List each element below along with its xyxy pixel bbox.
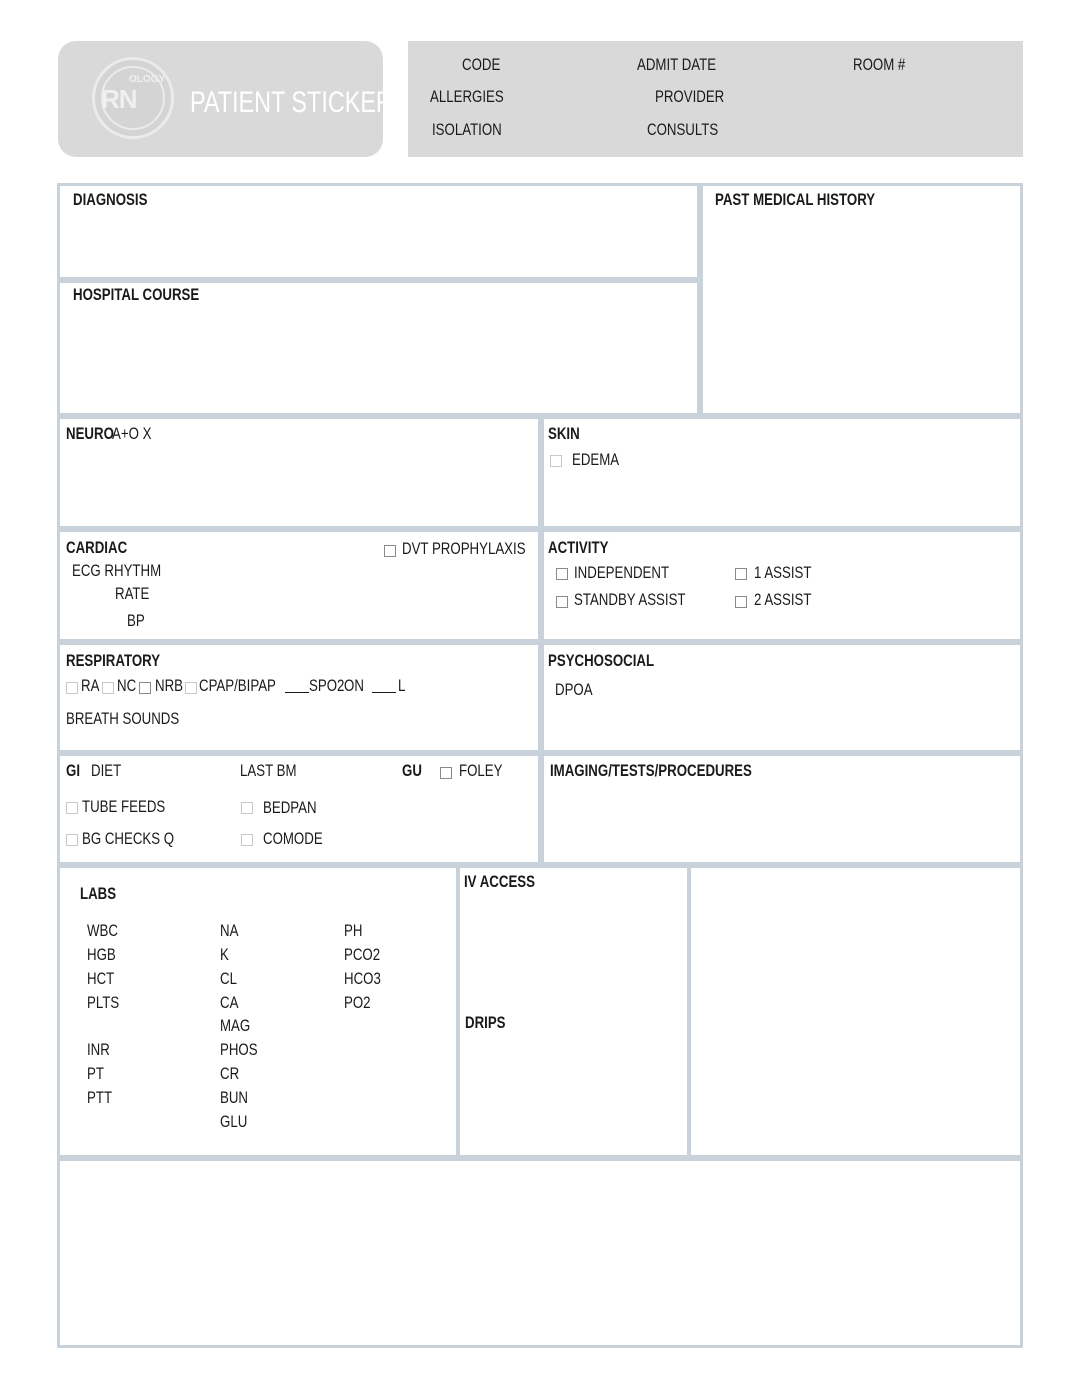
imaging-label: IMAGING/TESTS/PROCEDURES: [550, 761, 752, 780]
tube-feeds-label: TUBE FEEDS: [82, 797, 166, 816]
independent-checkbox[interactable]: [556, 568, 568, 580]
dvt-prophylaxis-label: DVT PROPHYLAXIS: [402, 539, 526, 558]
nrb-label: NRB: [155, 676, 184, 695]
bp-label: BP: [127, 611, 145, 630]
ra-checkbox[interactable]: [66, 682, 78, 694]
cardiac-label: CARDIAC: [66, 538, 128, 557]
edema-label: EDEMA: [572, 450, 620, 469]
lab-ptt: PTT: [87, 1088, 113, 1107]
lab-ca: CA: [220, 993, 239, 1012]
consults-label: CONSULTS: [647, 120, 719, 139]
standby-assist-label: STANDBY ASSIST: [574, 590, 686, 609]
bottom-notes-box[interactable]: [57, 1158, 1023, 1348]
comode-checkbox[interactable]: [241, 834, 253, 846]
skin-box[interactable]: [541, 416, 1023, 529]
lab-ph: PH: [344, 921, 363, 940]
gi-label: GI: [66, 761, 81, 780]
on-label: ON: [344, 676, 364, 695]
gu-label: GU: [402, 761, 422, 780]
activity-label: ACTIVITY: [548, 538, 609, 557]
independent-label: INDEPENDENT: [574, 563, 670, 582]
lab-na: NA: [220, 921, 239, 940]
bedpan-checkbox[interactable]: [241, 802, 253, 814]
bg-checks-checkbox[interactable]: [66, 834, 78, 846]
two-assist-checkbox[interactable]: [735, 596, 747, 608]
past-medical-history-label: PAST MEDICAL HISTORY: [715, 190, 876, 209]
nc-checkbox[interactable]: [102, 682, 114, 694]
lab-mag: MAG: [220, 1016, 251, 1035]
spo2-blank[interactable]: [285, 692, 309, 693]
lab-k: K: [220, 945, 229, 964]
lab-hco3: HCO3: [344, 969, 381, 988]
iv-drips-box[interactable]: [457, 865, 690, 1158]
one-assist-label: 1 ASSIST: [754, 563, 812, 582]
spo2-label: SPO2: [309, 676, 345, 695]
aox-label: A+O X: [112, 424, 152, 443]
activity-box[interactable]: [541, 529, 1023, 642]
lab-hgb: HGB: [87, 945, 116, 964]
respiratory-label: RESPIRATORY: [66, 651, 161, 670]
breath-sounds-label: BREATH SOUNDS: [66, 709, 180, 728]
admit-date-label: ADMIT DATE: [637, 55, 717, 74]
lab-cr: CR: [220, 1064, 240, 1083]
cpap-bipap-label: CPAP/BIPAP: [199, 676, 276, 695]
comode-label: COMODE: [263, 829, 323, 848]
lab-pco2: PCO2: [344, 945, 381, 964]
rnology-logo: [92, 57, 174, 139]
provider-label: PROVIDER: [655, 87, 725, 106]
logo-rn-text: RN: [101, 84, 137, 114]
hospital-course-label: HOSPITAL COURSE: [73, 285, 200, 304]
lab-bun: BUN: [220, 1088, 249, 1107]
iv-access-label: IV ACCESS: [464, 872, 535, 891]
diagnosis-box[interactable]: [57, 183, 700, 280]
standby-assist-checkbox[interactable]: [556, 596, 568, 608]
cpap-bipap-checkbox[interactable]: [185, 682, 197, 694]
foley-checkbox[interactable]: [440, 767, 452, 779]
tube-feeds-checkbox[interactable]: [66, 802, 78, 814]
isolation-label: ISOLATION: [432, 120, 502, 139]
notes-box[interactable]: [688, 865, 1023, 1158]
drips-label: DRIPS: [465, 1013, 506, 1032]
last-bm-label: LAST BM: [240, 761, 297, 780]
allergies-label: ALLERGIES: [430, 87, 504, 106]
psychosocial-label: PSYCHOSOCIAL: [548, 651, 655, 670]
diet-label: DIET: [91, 761, 122, 780]
lab-glu: GLU: [220, 1112, 248, 1131]
patient-sticker-title: PATIENT STICKER: [190, 86, 393, 119]
dpoa-label: DPOA: [555, 680, 593, 699]
lab-plts: PLTS: [87, 993, 120, 1012]
lab-wbc: WBC: [87, 921, 118, 940]
two-assist-label: 2 ASSIST: [754, 590, 812, 609]
lab-inr: INR: [87, 1040, 110, 1059]
edema-checkbox[interactable]: [550, 455, 562, 467]
logo-ology-text: OLOGY: [129, 74, 166, 85]
rate-label: RATE: [115, 584, 150, 603]
neuro-label: NEURO: [66, 424, 114, 443]
lab-hct: HCT: [87, 969, 115, 988]
lab-pt: PT: [87, 1064, 104, 1083]
past-medical-history-box[interactable]: [700, 183, 1023, 416]
dvt-prophylaxis-checkbox[interactable]: [384, 545, 396, 557]
ecg-rhythm-label: ECG RHYTHM: [72, 561, 162, 580]
nrb-checkbox[interactable]: [139, 682, 151, 694]
code-label: CODE: [462, 55, 501, 74]
liters-label: L: [398, 676, 406, 695]
diagnosis-label: DIAGNOSIS: [73, 190, 148, 209]
bg-checks-label: BG CHECKS Q: [82, 829, 175, 848]
one-assist-checkbox[interactable]: [735, 568, 747, 580]
foley-label: FOLEY: [459, 761, 503, 780]
lab-cl: CL: [220, 969, 237, 988]
nc-label: NC: [117, 676, 137, 695]
lab-po2: PO2: [344, 993, 371, 1012]
liters-blank[interactable]: [372, 692, 396, 693]
lab-phos: PHOS: [220, 1040, 258, 1059]
ra-label: RA: [81, 676, 100, 695]
bedpan-label: BEDPAN: [263, 798, 317, 817]
room-label: ROOM #: [853, 55, 906, 74]
skin-label: SKIN: [548, 424, 580, 443]
labs-label: LABS: [80, 884, 117, 903]
